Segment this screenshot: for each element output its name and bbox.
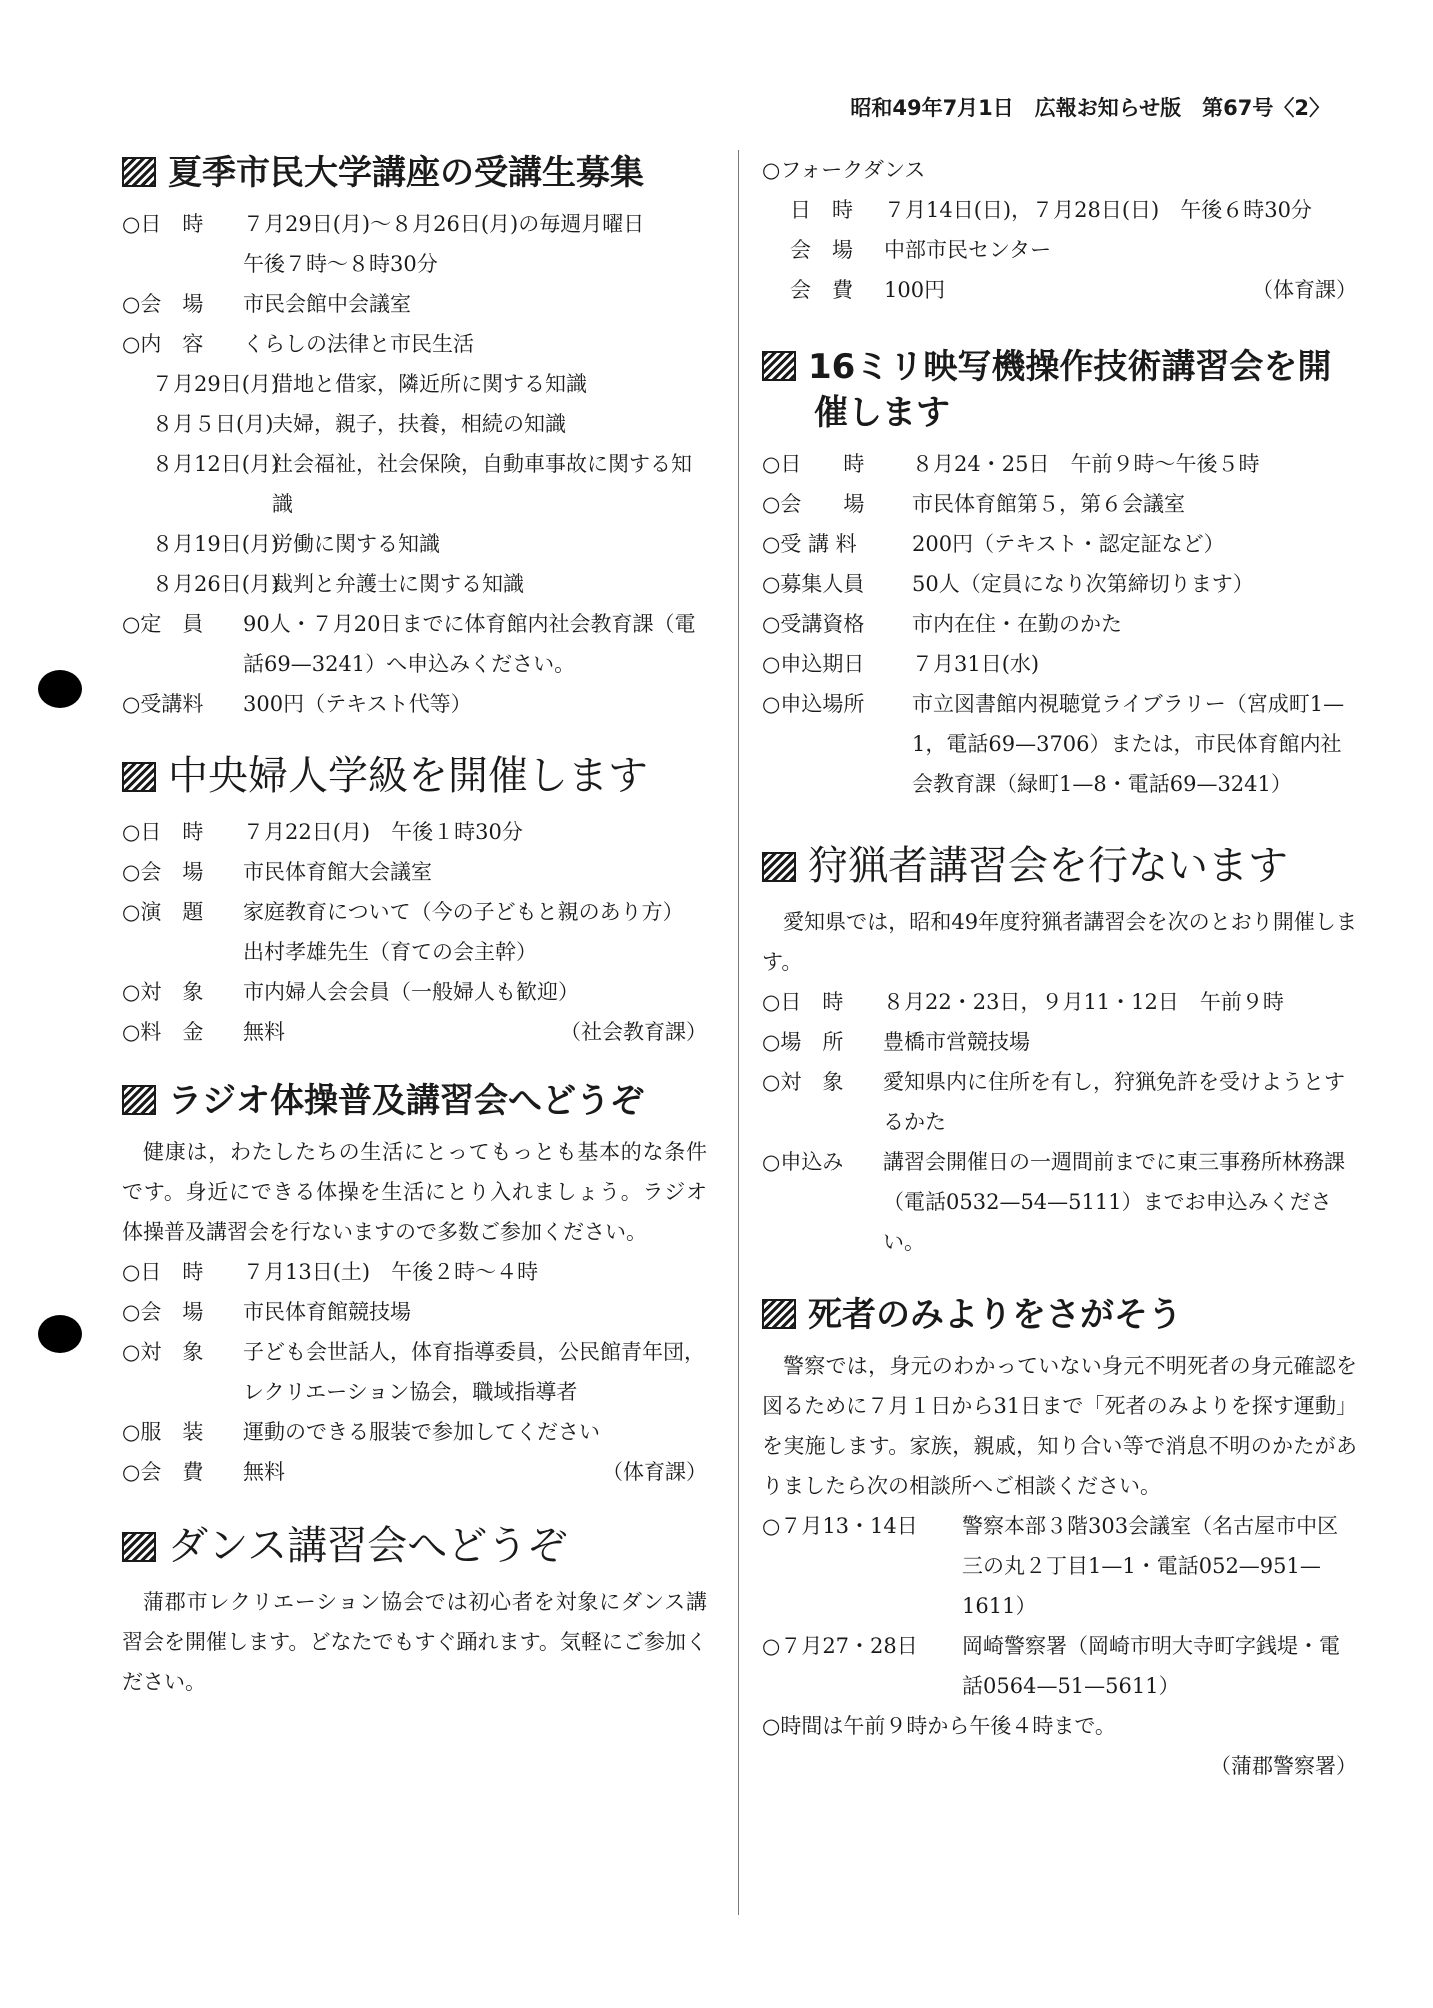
recruit-row xyxy=(762,564,1357,604)
hatched-square-icon xyxy=(122,762,156,792)
row-value: 市内在住・在勤のかた xyxy=(912,612,1122,636)
row-label: ○日 時 xyxy=(762,990,844,1014)
row-label: 日 時 xyxy=(790,198,853,222)
time-text: 午後７時〜８時30分 xyxy=(243,252,438,276)
row-value: ７月14日(日)，７月28日(日) 午後６時30分 xyxy=(884,198,1312,222)
row-label: ○日 時 xyxy=(122,212,204,236)
department: （体育課） xyxy=(1252,278,1357,302)
section-heading xyxy=(122,150,707,196)
qualification-row xyxy=(762,604,1357,644)
row-label: ○服 装 xyxy=(122,1420,204,1444)
fee-row xyxy=(122,684,707,724)
fee-text: 100円 xyxy=(884,278,946,302)
lecture-topic: 社会福祉，社会保険，自動車事故に関する知識 xyxy=(272,452,692,516)
row-value: 運動のできる服装で参加してください xyxy=(243,1420,600,1444)
row-value xyxy=(884,270,1357,310)
row-label: ○日 時 xyxy=(762,452,865,476)
hatched-square-icon xyxy=(762,852,796,882)
section-radio-exercise xyxy=(122,1078,707,1492)
row-label: ○会 場 xyxy=(122,860,204,884)
section-summer-university xyxy=(122,150,707,724)
row-value: 市民体育館競技場 xyxy=(243,1300,411,1324)
section-title: 夏季市民大学講座の受講生募集 xyxy=(168,153,644,193)
place-row xyxy=(122,284,707,324)
row-label: ○７月27・28日 xyxy=(762,1634,918,1658)
section-title: ダンス講習会へどうぞ xyxy=(168,1523,568,1569)
punch-hole xyxy=(38,670,82,708)
row-label: ○対 象 xyxy=(122,980,204,1004)
intro-paragraph: 警察では，身元のわかっていない身元不明死者の身元確認を図るために７月１日から31日まで「死者のみよりを探す運動」を実施します。家族，親戚，知り合い等で消息不明のかたがありましたら次の相談所へご相談ください。 xyxy=(762,1354,1357,1498)
row-label: ○会 場 xyxy=(762,492,865,516)
row-value: くらしの法律と市民生活 xyxy=(243,332,474,356)
row-label: ○対 象 xyxy=(122,1340,204,1364)
target-row xyxy=(122,1332,707,1412)
row-value: 講習会開催日の一週間前までに東三事務所林務課（電話0532—54—5111）までお申込みください。 xyxy=(883,1150,1345,1254)
hatched-square-icon xyxy=(122,1532,156,1562)
department: （体育課） xyxy=(602,1460,707,1484)
theme-row xyxy=(122,892,707,972)
place-row xyxy=(122,852,707,892)
row-label: ○会 場 xyxy=(122,1300,204,1324)
lecture-row xyxy=(122,364,707,404)
fee-row xyxy=(122,1452,707,1492)
section-title: ラジオ体操普及講習会へどうぞ xyxy=(168,1081,644,1121)
fee-row xyxy=(762,524,1357,564)
lecture-row xyxy=(122,444,707,524)
row-label: ○受講資格 xyxy=(762,612,865,636)
intro-paragraph: 愛知県では，昭和49年度狩猟者講習会を次のとおり開催します。 xyxy=(762,910,1357,974)
row-label: ○会 費 xyxy=(122,1460,204,1484)
section-hunter-course xyxy=(762,838,1357,1262)
place-row xyxy=(762,230,1357,270)
row-label: ○演 題 xyxy=(122,900,204,924)
row-value: 50人（定員になり次第締切ります） xyxy=(912,572,1254,596)
row-label: ○申込期日 xyxy=(762,652,865,676)
lecture-topic: 裁判と弁護士に関する知識 xyxy=(272,572,524,596)
row-value: 市立図書館内視聴覚ライブラリー（宮成町1—1，電話69—3706）または，市民体育館内社会教育課（緑町1—8・電話69—3241） xyxy=(912,692,1345,796)
row-label: ○申込み xyxy=(762,1150,844,1174)
target-row xyxy=(122,972,707,1012)
row-value: 市民体育館大会議室 xyxy=(243,860,432,884)
row-value: ７月13日(土) 午後２時〜４時 xyxy=(243,1260,539,1284)
lecture-topic: 労働に関する知識 xyxy=(272,532,440,556)
section-projector-course xyxy=(762,344,1357,804)
row-value xyxy=(243,204,707,284)
row-label: 会 場 xyxy=(790,238,853,262)
fee-text: 無料 xyxy=(243,1460,285,1484)
section-title: 中央婦人学級を開催します xyxy=(168,753,648,799)
section-heading xyxy=(122,1078,707,1124)
dress-row xyxy=(122,1412,707,1452)
apply-row xyxy=(762,1142,1357,1262)
row-value: 豊橋市営競技場 xyxy=(883,1030,1030,1054)
lecture-date: ７月29日(月) xyxy=(152,372,280,396)
place-row xyxy=(762,1022,1357,1062)
section-dance xyxy=(122,1518,707,1702)
row-value: 家庭教育について（今の子どもと親のあり方） 出村孝雄先生（育ての会主幹） xyxy=(243,900,695,964)
row-label: ○受 講 料 xyxy=(762,532,857,556)
row-label: ○定 員 xyxy=(122,612,204,636)
row-value: 中部市民センター xyxy=(884,238,1052,262)
lecture-topic: 夫婦，親子，扶養，相続の知識 xyxy=(272,412,566,436)
date-row xyxy=(762,982,1357,1022)
place-row xyxy=(122,1292,707,1332)
department: （社会教育課） xyxy=(560,1020,707,1044)
row-label: ○受講料 xyxy=(122,692,204,716)
fee-row xyxy=(122,1012,707,1052)
fee-row xyxy=(762,270,1357,310)
hatched-square-icon xyxy=(762,351,796,381)
row-label: ○日 時 xyxy=(122,1260,204,1284)
row-value: 愛知県内に住所を有し，狩猟免許を受けようとするかた xyxy=(883,1070,1345,1134)
lecture-row xyxy=(122,564,707,604)
content-row xyxy=(122,324,707,364)
section-heading xyxy=(122,748,707,804)
punch-hole xyxy=(38,1315,82,1353)
date-row xyxy=(122,812,707,852)
apply-place-row xyxy=(762,684,1357,804)
lecture-date: ８月26日(月) xyxy=(152,572,280,596)
row-label: ○日 時 xyxy=(122,820,204,844)
hatched-square-icon xyxy=(762,1299,796,1329)
date-row xyxy=(122,204,707,284)
column-divider xyxy=(738,150,739,1915)
hatched-square-icon xyxy=(122,1085,156,1115)
row-label: 会 費 xyxy=(790,278,853,302)
right-column xyxy=(762,150,1357,1786)
hours-note: ○時間は午前９時から午後４時まで。 xyxy=(762,1714,1116,1738)
row-value: 90人・７月20日までに体育館内社会教育課（電話69—3241）へ申込みください。 xyxy=(243,612,696,676)
lecture-date: ８月５日(月) xyxy=(152,412,274,436)
lecture-row xyxy=(122,524,707,564)
row-label: ○申込場所 xyxy=(762,692,865,716)
row-label: ○対 象 xyxy=(762,1070,844,1094)
row-label: ○料 金 xyxy=(122,1020,204,1044)
row-label: ○募集人員 xyxy=(762,572,865,596)
row-value: 岡崎警察署（岡崎市明大寺町字銭堤・電話0564—51—5611） xyxy=(962,1634,1340,1698)
row-value xyxy=(243,1452,707,1492)
row-value: 市民体育館第５，第６会議室 xyxy=(912,492,1185,516)
section-title: 死者のみよりをさがそう xyxy=(808,1295,1182,1335)
row-label: ○会 場 xyxy=(122,292,204,316)
deadline-row xyxy=(762,644,1357,684)
date-row xyxy=(122,1252,707,1292)
lecture-row xyxy=(122,404,707,444)
folk-dance-label: ○フォークダンス xyxy=(762,158,926,182)
section-womens-class xyxy=(122,748,707,1052)
row-value: ７月22日(月) 午後１時30分 xyxy=(243,820,523,844)
capacity-row xyxy=(122,604,707,684)
row-label: ○内 容 xyxy=(122,332,204,356)
row-value: ８月22・23日，９月11・12日 午前９時 xyxy=(883,990,1284,1014)
row-value xyxy=(243,1012,707,1052)
section-dance-continued xyxy=(762,150,1357,310)
section-title: 狩猟者講習会を行ないます xyxy=(808,843,1288,889)
section-unidentified-deceased xyxy=(762,1292,1357,1786)
row-value: 200円（テキスト・認定証など） xyxy=(912,532,1225,556)
row-value: ８月24・25日 午前９時〜午後５時 xyxy=(912,452,1260,476)
department: （蒲郡警察署） xyxy=(1210,1754,1357,1778)
consultation-row xyxy=(762,1626,1357,1706)
date-row xyxy=(762,444,1357,484)
row-value: ７月31日(水) xyxy=(912,652,1040,676)
row-value: 警察本部３階303会議室（名古屋市中区三の丸２丁目1—1・電話052—951—1611） xyxy=(962,1514,1339,1618)
section-title: 16ミリ映写機操作技術講習会を開催します xyxy=(808,347,1332,433)
page-header: 昭和49年7月1日 広報お知らせ版 第67号〈2〉 xyxy=(850,96,1330,120)
section-heading xyxy=(762,838,1357,894)
row-value: 市民会館中会議室 xyxy=(243,292,411,316)
intro-paragraph: 蒲郡市レクリエーション協会では初心者を対象にダンス講習会を開催します。どなたでもすぐ踊れます。気軽にご参加ください。 xyxy=(122,1590,707,1694)
section-heading xyxy=(122,1518,707,1574)
row-value: 子ども会世話人，体育指導委員，公民館青年団，レクリエーション協会，職域指導者 xyxy=(243,1340,705,1404)
lecture-topic: 借地と借家，隣近所に関する知識 xyxy=(272,372,587,396)
row-value: 300円（テキスト代等） xyxy=(243,692,472,716)
place-row xyxy=(762,484,1357,524)
row-value: 市内婦人会会員（一般婦人も歓迎） xyxy=(243,980,579,1004)
left-column xyxy=(122,150,707,1702)
hatched-square-icon xyxy=(122,157,156,187)
fee-text: 無料 xyxy=(243,1020,285,1044)
intro-paragraph: 健康は，わたしたちの生活にとってもっとも基本的な条件です。身近にできる体操を生活にとり入れましょう。ラジオ体操普及講習会を行ないますので多数ご参加ください。 xyxy=(122,1140,707,1244)
date-text: ７月29日(月)〜８月26日(月)の毎週月曜日 xyxy=(243,212,645,236)
date-row xyxy=(762,190,1357,230)
section-heading xyxy=(762,1292,1357,1338)
section-heading xyxy=(762,344,1357,436)
row-label: ○場 所 xyxy=(762,1030,844,1054)
lecture-date: ８月12日(月) xyxy=(152,452,280,476)
lecture-date: ８月19日(月) xyxy=(152,532,280,556)
row-label: ○７月13・14日 xyxy=(762,1514,918,1538)
target-row xyxy=(762,1062,1357,1142)
consultation-row xyxy=(762,1506,1357,1626)
